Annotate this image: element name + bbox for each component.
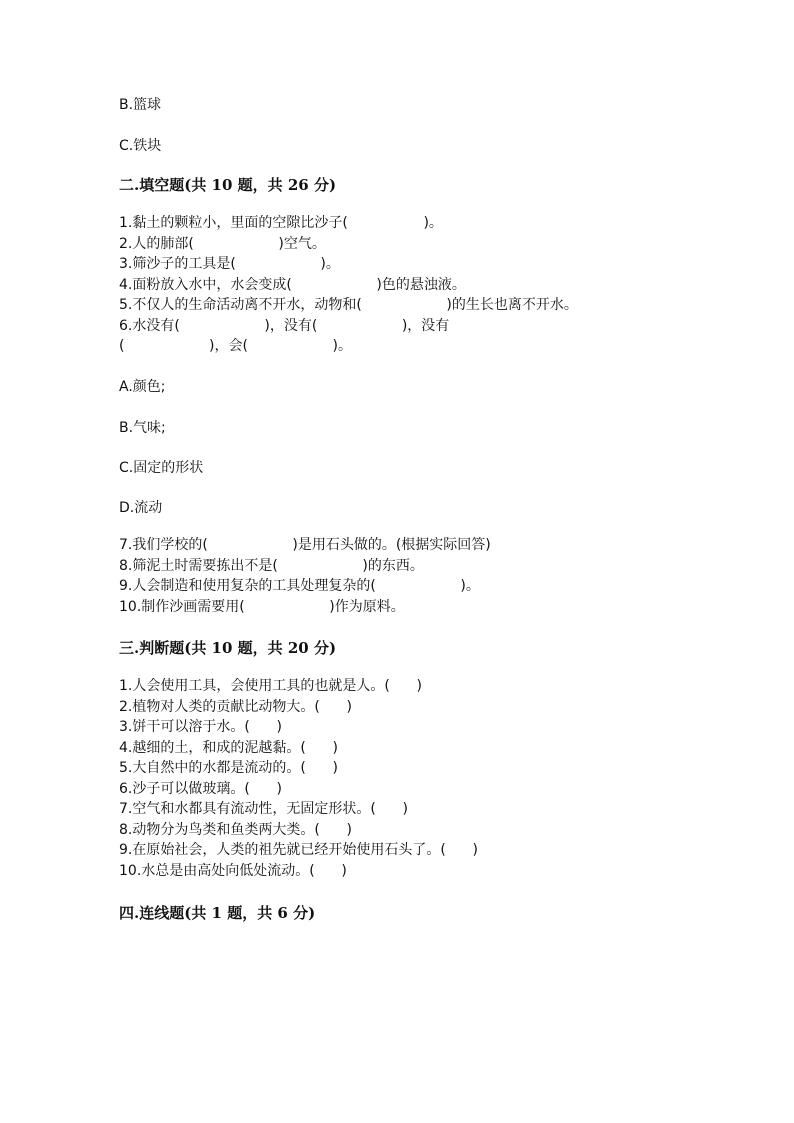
question-line: 10.水总是由高处向低处流动。( )	[119, 862, 347, 879]
fill-in-questions-1-6	[119, 213, 578, 357]
question-line: 7.我们学校的( )是用石头做的。(根据实际回答)	[119, 537, 491, 553]
choice-b: B.气味;	[119, 420, 166, 436]
section-heading-matching: 四.连线题(共 1 题，共 6 分)	[119, 904, 316, 922]
question-line: 9.人会制造和使用复杂的工具处理复杂的( )。	[119, 578, 480, 594]
question-line: 1.人会使用工具，会使用工具的也就是人。( )	[119, 678, 422, 694]
section-heading-true-false: 三.判断题(共 10 题，共 20 分)	[119, 639, 337, 657]
question-line: 10.制作沙画需要用( )作为原料。	[119, 598, 405, 615]
question-line: 3.筛沙子的工具是( )。	[119, 256, 340, 272]
choice-a: A.颜色;	[119, 379, 166, 395]
option-b-basketball: B.篮球	[119, 97, 162, 113]
true-false-questions	[119, 676, 478, 881]
question-line: 8.动物分为鸟类和鱼类两大类。( )	[119, 821, 352, 838]
question-line: 8.筛泥土时需要拣出不是( )的东西。	[119, 557, 424, 574]
fill-in-questions-7-10	[119, 535, 491, 617]
question-line: 1.黏土的颗粒小，里面的空隙比沙子( )。	[119, 215, 443, 231]
question-line: 7.空气和水都具有流动性，无固定形状。( )	[119, 801, 408, 817]
question-line: 9.在原始社会，人类的祖先就已经开始使用石头了。( )	[119, 842, 478, 858]
question-line: 6.沙子可以做玻璃。( )	[119, 780, 282, 797]
question-line: 4.面粉放入水中，水会变成( )色的悬浊液。	[119, 276, 466, 293]
choice-c: C.固定的形状	[119, 460, 204, 476]
section-heading-fill-in: 二.填空题(共 10 题，共 26 分)	[119, 176, 337, 194]
choice-d: D.流动	[119, 500, 163, 516]
question-line: 3.饼干可以溶于水。( )	[119, 719, 282, 735]
option-c-iron-block: C.铁块	[119, 138, 162, 154]
question-line: 5.大自然中的水都是流动的。( )	[119, 760, 338, 776]
question-line: 6.水没有( )，没有( )，没有	[119, 317, 450, 334]
question-line: 4.越细的土，和成的泥越黏。( )	[119, 739, 338, 756]
question-line: 2.植物对人类的贡献比动物大。( )	[119, 698, 352, 715]
question-line: 5.不仅人的生命活动离不开水，动物和( )的生长也离不开水。	[119, 297, 578, 313]
question-line: ( )，会( )。	[119, 338, 352, 354]
question-line: 2.人的肺部( )空气。	[119, 235, 326, 252]
